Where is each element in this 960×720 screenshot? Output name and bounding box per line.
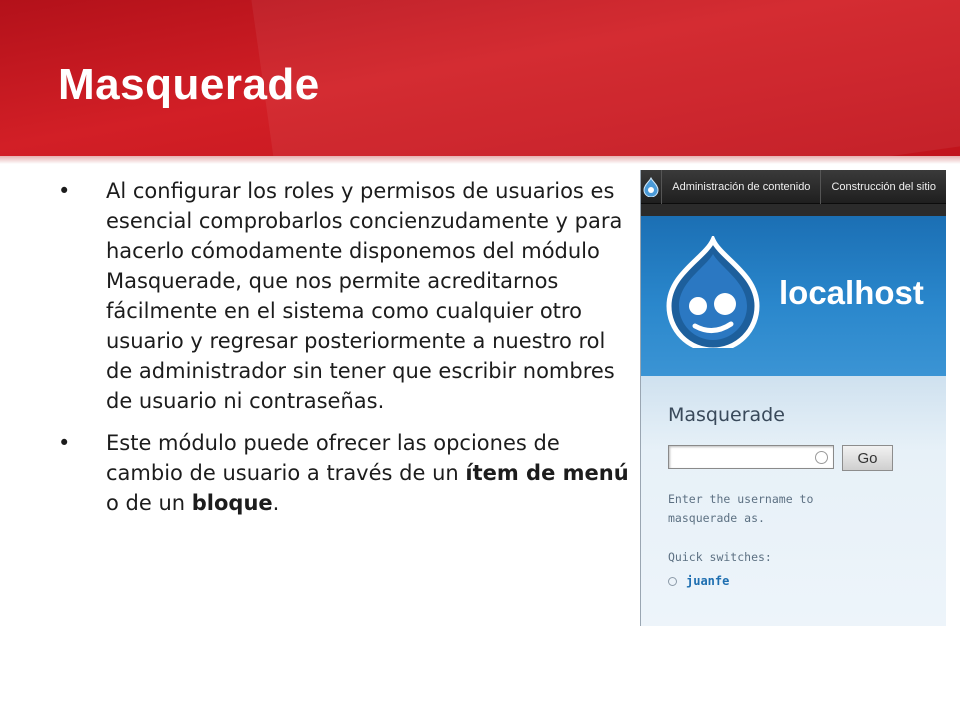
masquerade-username-input[interactable] — [668, 445, 834, 469]
autocomplete-throbber-icon — [815, 451, 828, 464]
bullet-list — [58, 176, 632, 530]
quick-switches-label: Quick switches: — [668, 550, 772, 564]
bullet-bold-block: bloque — [191, 491, 273, 515]
quick-switch-item[interactable] — [668, 574, 729, 588]
bullet-bold-menu-item: ítem de menú — [465, 461, 629, 485]
bullet-marker: • — [58, 179, 71, 203]
drupal-logo-icon[interactable] — [665, 236, 761, 348]
admin-menu-site-building[interactable]: Construcción del sitio — [821, 170, 946, 204]
go-button[interactable]: Go — [842, 445, 893, 471]
site-name[interactable]: localhost — [779, 274, 924, 311]
admin-home-link[interactable] — [641, 170, 662, 204]
bullet-marker: • — [58, 431, 71, 455]
slide-title: Masquerade — [58, 60, 320, 109]
drupal-drop-icon — [643, 177, 659, 197]
quick-switch-bullet-icon — [668, 577, 677, 586]
bullet-text-part: o de un — [106, 491, 192, 515]
admin-menu-subbar — [641, 204, 946, 216]
quick-switch-link-juanfe[interactable]: juanfe — [686, 574, 730, 588]
banner-divider — [0, 156, 960, 164]
admin-menu-bar — [641, 170, 946, 204]
masquerade-block-title: Masquerade — [668, 404, 785, 426]
bullet-text-part: Este módulo puede ofrecer las opciones de cambio de usuario a través de un — [106, 431, 560, 485]
bullet-text-part: . — [272, 491, 280, 515]
masquerade-screenshot — [640, 170, 946, 626]
bullet-item-1 — [58, 176, 632, 416]
admin-menu-content[interactable]: Administración de contenido — [662, 170, 821, 204]
bullet-text: Al configurar los roles y permisos de usuarios es esencial comprobarlos concienzudamente y para hacerlo cómodamente disponemos del módulo Masquerade, que nos permite acreditarnos fácilmente en el sistema como cualquier otro usuario y regresar posteriormente a nuestro rol de administrador sin tener que escribir nombres de usuario ni contraseñas. — [106, 179, 623, 413]
masquerade-help-text: Enter the username to masquerade as. — [668, 492, 814, 525]
title-banner — [0, 0, 960, 156]
bullet-item-2 — [58, 428, 632, 518]
